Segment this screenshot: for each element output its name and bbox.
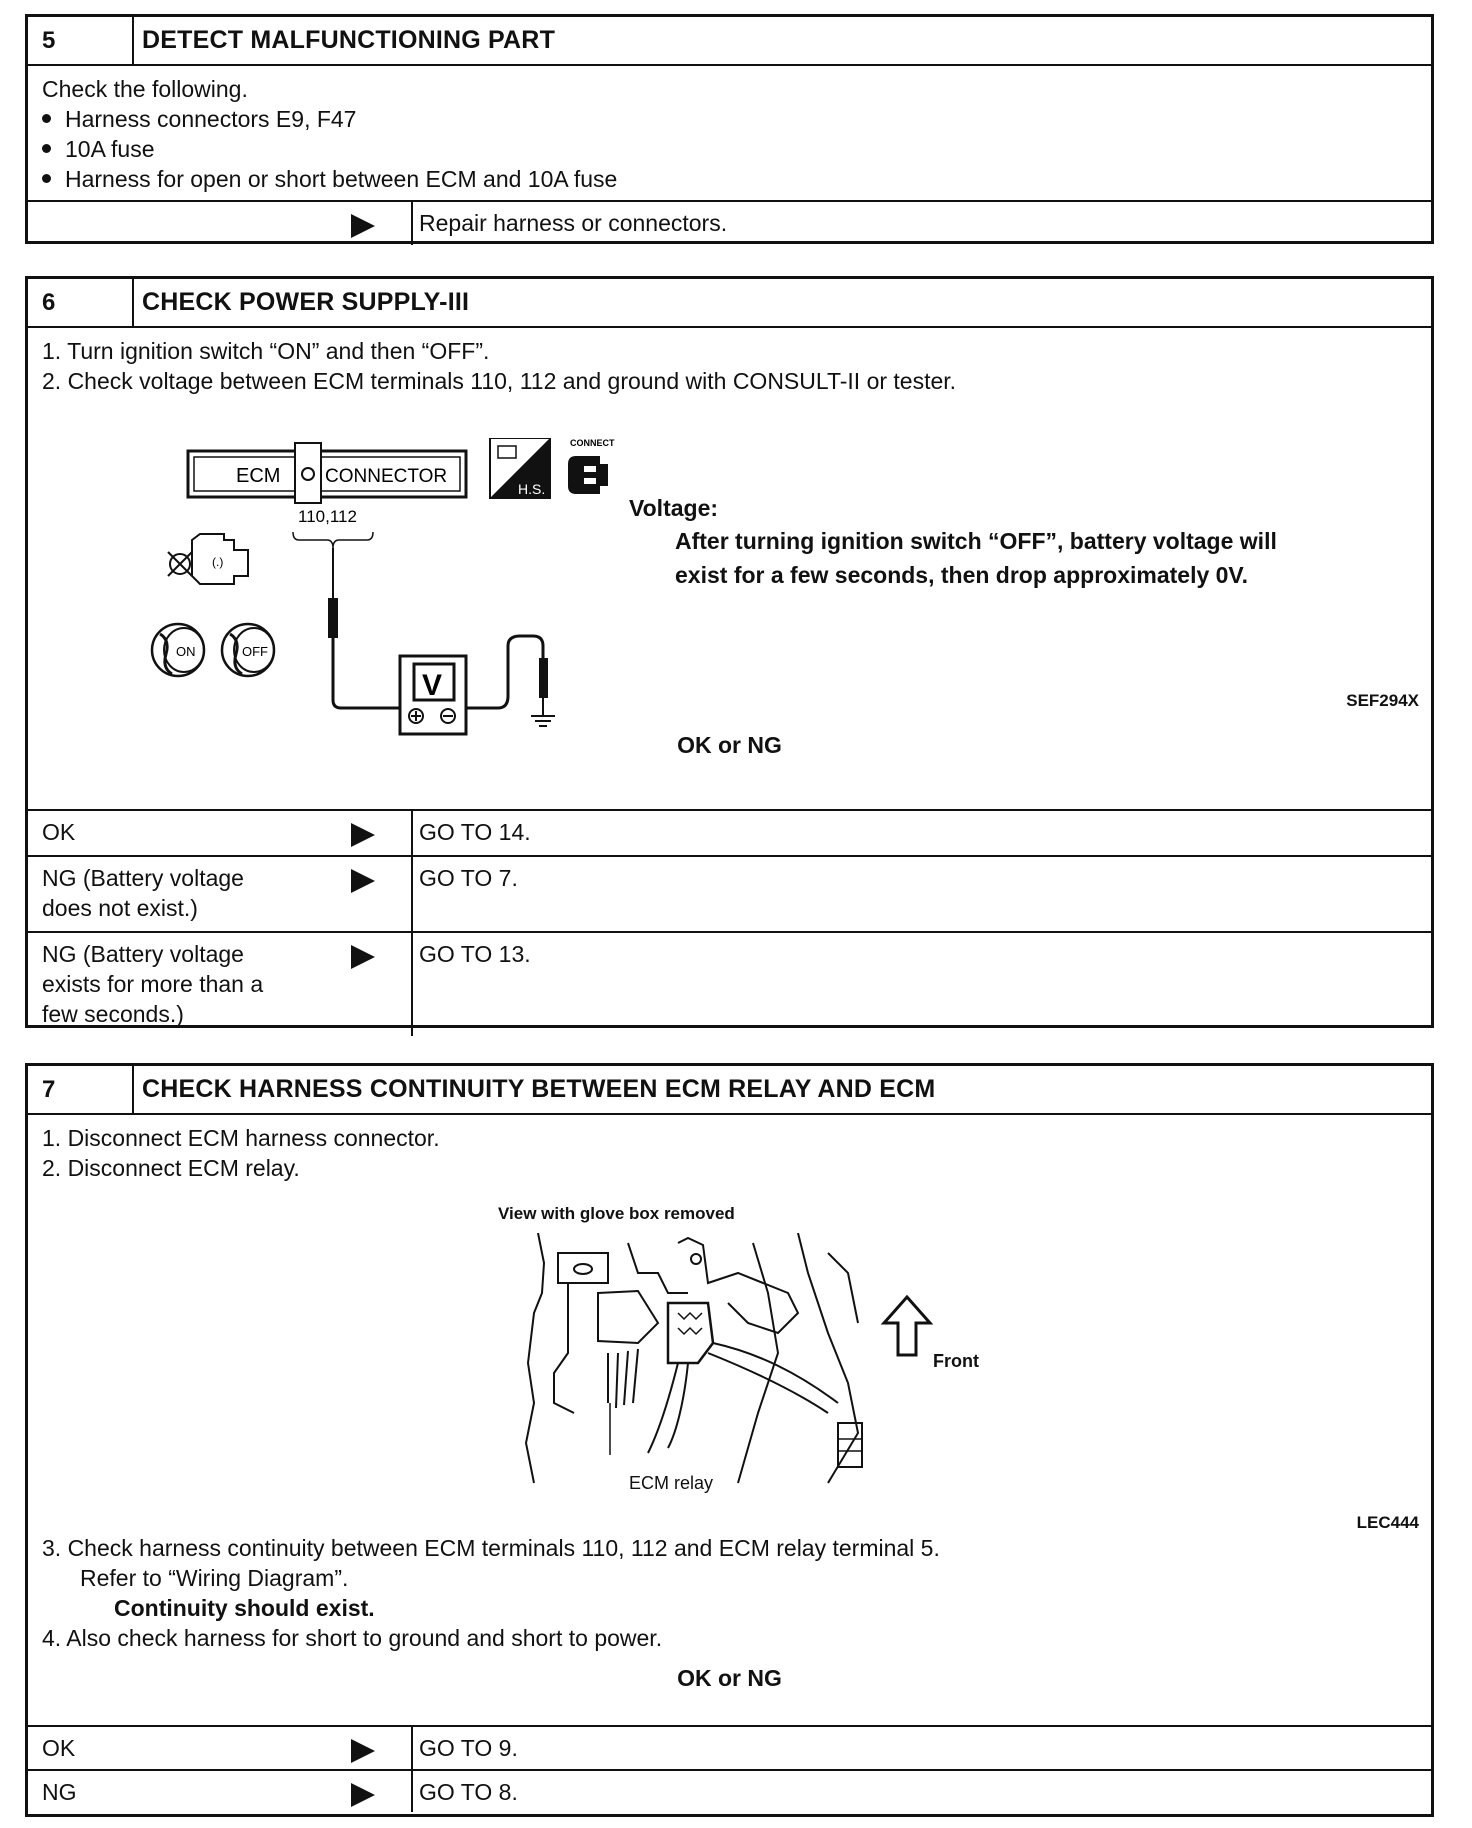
figure-code: SEF294X xyxy=(1346,691,1419,710)
step-7-header xyxy=(28,1066,1431,1115)
result-condition: OK xyxy=(28,1727,413,1769)
arrow-right-icon xyxy=(351,214,375,238)
result-condition: NG (Battery voltage exists for more than a few seconds.) xyxy=(28,933,413,1036)
result-action: GO TO 9. xyxy=(419,1735,518,1761)
step-6-block xyxy=(25,276,1434,1028)
terminal-label: 110,112 xyxy=(298,507,357,526)
intro-text: Check the following. xyxy=(42,76,248,102)
voltage-check-diagram xyxy=(118,438,658,738)
bullet-icon xyxy=(42,114,51,123)
result-condition: NG (Battery voltage does not exist.) xyxy=(28,857,413,931)
figure-code: LEC444 xyxy=(1356,1513,1419,1532)
result-action: GO TO 13. xyxy=(419,941,531,967)
result-action: GO TO 7. xyxy=(419,865,518,891)
result-row xyxy=(28,931,1431,1036)
bullet-item: Harness for open or short between ECM and 10A fuse xyxy=(42,164,617,194)
result-action: GO TO 14. xyxy=(419,819,531,845)
bullet-icon xyxy=(42,144,51,153)
arrow-right-icon xyxy=(351,1783,375,1807)
instruction-2: 2. Disconnect ECM relay. xyxy=(42,1155,300,1181)
instruction-1: 1. Turn ignition switch “ON” and then “OFF”. xyxy=(42,338,490,364)
instruction-1: 1. Disconnect ECM harness connector. xyxy=(42,1125,440,1151)
result-row xyxy=(28,809,1431,855)
ecm-relay-location-diagram xyxy=(498,1233,978,1493)
result-row xyxy=(28,855,1431,931)
bullet-item: Harness connectors E9, F47 xyxy=(42,104,356,134)
hs-label: H.S. xyxy=(518,481,546,497)
relay-label: ECM relay xyxy=(629,1473,714,1493)
ok-ng-label: OK or NG xyxy=(677,732,782,758)
step-7-block xyxy=(25,1063,1434,1817)
step-6-header xyxy=(28,279,1431,328)
bullet-item: 10A fuse xyxy=(42,134,155,164)
continuity-spec: Continuity should exist. xyxy=(114,1595,375,1621)
step-title: DETECT MALFUNCTIONING PART xyxy=(142,26,556,54)
result-row xyxy=(28,1725,1431,1769)
result-action: GO TO 8. xyxy=(419,1779,518,1805)
instruction-2: 2. Check voltage between ECM terminals 110, 112 and ground with CONSULT-II or tester. xyxy=(42,368,957,394)
result-row xyxy=(28,1769,1431,1812)
arrow-right-icon xyxy=(351,869,375,893)
arrow-right-icon xyxy=(351,1739,375,1763)
spec-line-2: exist for a few seconds, then drop approximately 0V. xyxy=(675,562,1249,588)
step-5-block xyxy=(25,14,1434,244)
result-condition: NG xyxy=(28,1771,413,1812)
step-title: CHECK HARNESS CONTINUITY BETWEEN ECM RELAY AND ECM xyxy=(142,1075,936,1103)
step-title: CHECK POWER SUPPLY-III xyxy=(142,288,470,316)
arrow-right-icon xyxy=(351,945,375,969)
step-number: 6 xyxy=(28,279,134,326)
bullet-icon xyxy=(42,174,51,183)
meter-label: V xyxy=(422,669,443,702)
step-7-body xyxy=(28,1115,1431,1725)
connect-label: CONNECT xyxy=(570,438,615,448)
spec-line-1: After turning ignition switch “OFF”, battery voltage will xyxy=(675,528,1277,554)
result-condition xyxy=(28,202,413,245)
step-6-body xyxy=(28,328,1431,809)
ecm-label: ECM xyxy=(236,465,281,487)
figure-caption: View with glove box removed xyxy=(498,1204,735,1223)
instruction-4: 4. Also check harness for short to ground and short to power. xyxy=(42,1625,663,1651)
result-row xyxy=(28,200,1431,245)
step-5-body xyxy=(28,66,1431,200)
arrow-right-icon xyxy=(351,823,375,847)
key-off-label: OFF xyxy=(242,644,268,659)
result-condition: OK xyxy=(28,811,413,855)
svg-text:(.): (.) xyxy=(212,555,224,569)
front-label: Front xyxy=(933,1351,979,1371)
key-on-label: ON xyxy=(176,644,196,659)
instruction-3-ref: Refer to “Wiring Diagram”. xyxy=(80,1565,349,1591)
spec-label: Voltage: xyxy=(629,495,719,521)
instruction-3: 3. Check harness continuity between ECM terminals 110, 112 and ECM relay terminal 5. xyxy=(42,1535,940,1561)
step-number: 5 xyxy=(28,17,134,64)
connector-label: CONNECTOR xyxy=(325,466,448,487)
result-action: Repair harness or connectors. xyxy=(419,210,728,236)
step-5-header xyxy=(28,17,1431,66)
ok-ng-label: OK or NG xyxy=(677,1665,782,1691)
step-number: 7 xyxy=(28,1066,134,1113)
